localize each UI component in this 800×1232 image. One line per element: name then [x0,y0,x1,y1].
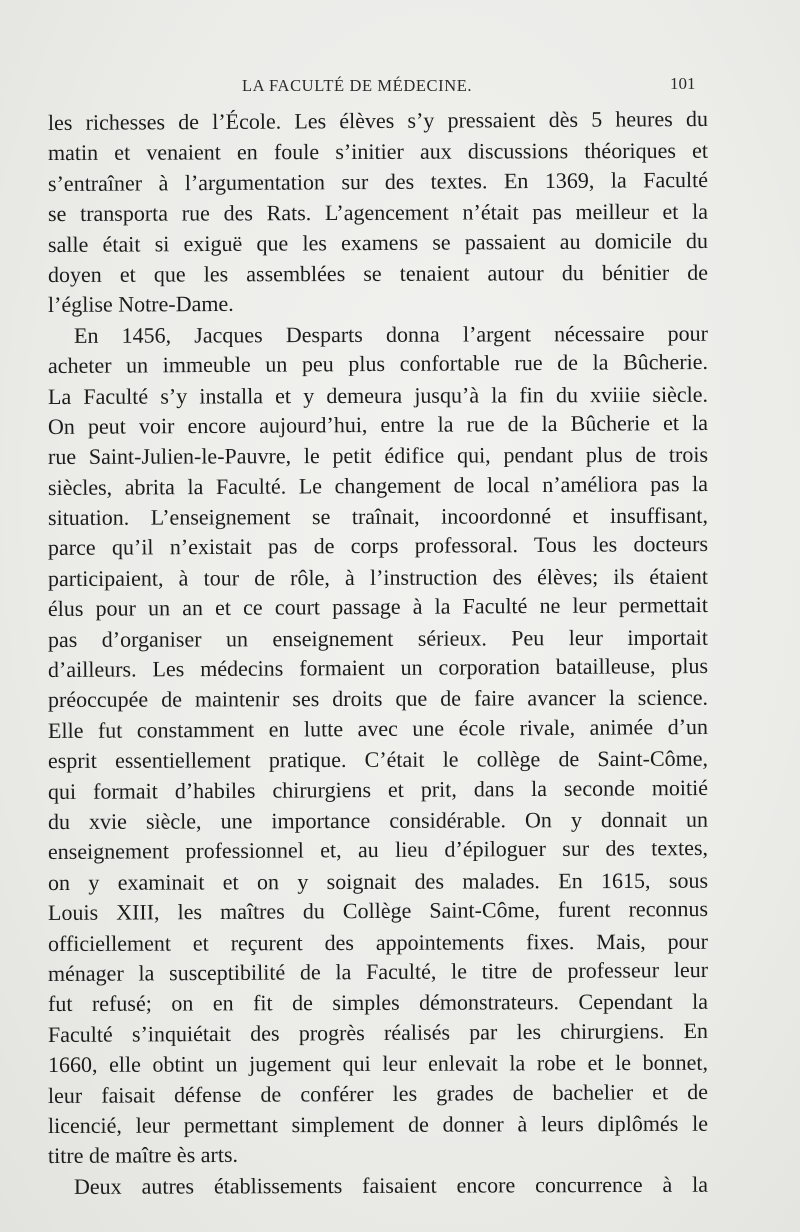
text-line: rue Saint-Julien-le-Pauvre, le petit édifice qui, pendant plus de trois [47,441,709,470]
text-line: pas d’organiser un enseignement sérieux. Peu leur importait [47,624,709,652]
page-number: 101 [670,74,696,93]
text-line: l’église Notre-Dame. [47,291,234,318]
text-line: siècles, abrita la Faculté. Le changement de local n’améliora pas la [47,470,709,500]
text-line: s’entraîner à l’argumentation sur des textes. En 1369, la Faculté [47,166,709,196]
text-line: Faculté s’inquiétait des progrès réalisés par les chirurgiens. En [47,1017,709,1047]
text-line: salle était si exiguë que les examens se passaient au domicile du [47,227,709,257]
text-line: du xvie siècle, une importance considérable. On y donnait un [47,806,709,834]
text-body [47,105,709,1202]
text-line: on y examinait et on y soignait des malades. En 1615, sous [47,867,709,895]
text-line: parce qu’il n’existait pas de corps professoral. Tous les docteurs [47,531,709,561]
text-line: se transporta rue des Rats. L’agencement n’était pas meilleur et la [47,198,709,227]
text-line: d’ailleurs. Les médecins formaient un corporation batailleuse, plus [47,652,709,683]
text-line: Louis XIII, les maîtres du Collège Saint-Côme, furent reconnus [47,896,709,926]
text-line: qui formait d’habiles chirurgiens et prit, dans la seconde moitié [47,774,709,804]
text-line: Elle fut constamment en lutte avec une école rivale, animée d’un [47,713,709,743]
text-line: leur faisait défense de conférer les grades de bachelier et de [47,1078,709,1108]
text-line: licencié, leur permettant simplement de donner à leurs diplômés le [47,1110,709,1138]
text-line: enseignement professionnel et, au lieu d’épiloguer sur des textes, [47,835,709,865]
text-line: participaient, à tour de rôle, à l’instruction des élèves; ils étaient [47,563,709,591]
text-line: ménager la susceptibilité de la Faculté, le titre de professeur leur [47,956,709,986]
text-line: esprit essentiellement pratique. C’était le collège de Saint-Côme, [47,745,709,774]
text-line: On peut voir encore aujourd’hui, entre la rue de la Bûcherie et la [47,409,709,439]
text-line: 1660, elle obtint un jugement qui leur enlevait la robe et le bonnet, [47,1049,709,1078]
text-line: préoccupée de maintenir ses droits que de faire avancer la science. [47,685,709,713]
text-line: matin et venaient en foule s’initier aux discussions théoriques et [47,138,709,166]
running-title: LA FACULTÉ DE MÉDECINE. [242,76,473,95]
text-line: officiellement et reçurent des appointements fixes. Mais, pour [47,928,709,956]
text-line: élus pour un an et ce court passage à la Faculté ne leur permettait [47,592,709,622]
text-line: doyen et que les assemblées se tenaient autour du bénitier de [47,259,709,287]
text-line: Deux autres établissements faisaient encore concurrence à la [73,1171,709,1199]
text-line: les richesses de l’École. Les élèves s’y pressaient dès 5 heures du [47,105,709,135]
text-line: En 1456, Jacques Desparts donna l’argent nécessaire pour [73,320,709,348]
running-head [0,76,800,100]
text-line: acheter un immeuble un peu plus confortable rue de la Bûcherie. [47,349,709,379]
text-line: fut refusé; on en fit de simples démonstrateurs. Cependant la [47,989,709,1017]
text-line: situation. L’enseignement se traînait, incoordonné et insuffisant, [47,502,709,531]
text-line: titre de maître ès arts. [47,1142,239,1169]
text-line: La Faculté s’y installa et y demeura jusqu’à la fin du xviiie siècle. [47,381,709,409]
